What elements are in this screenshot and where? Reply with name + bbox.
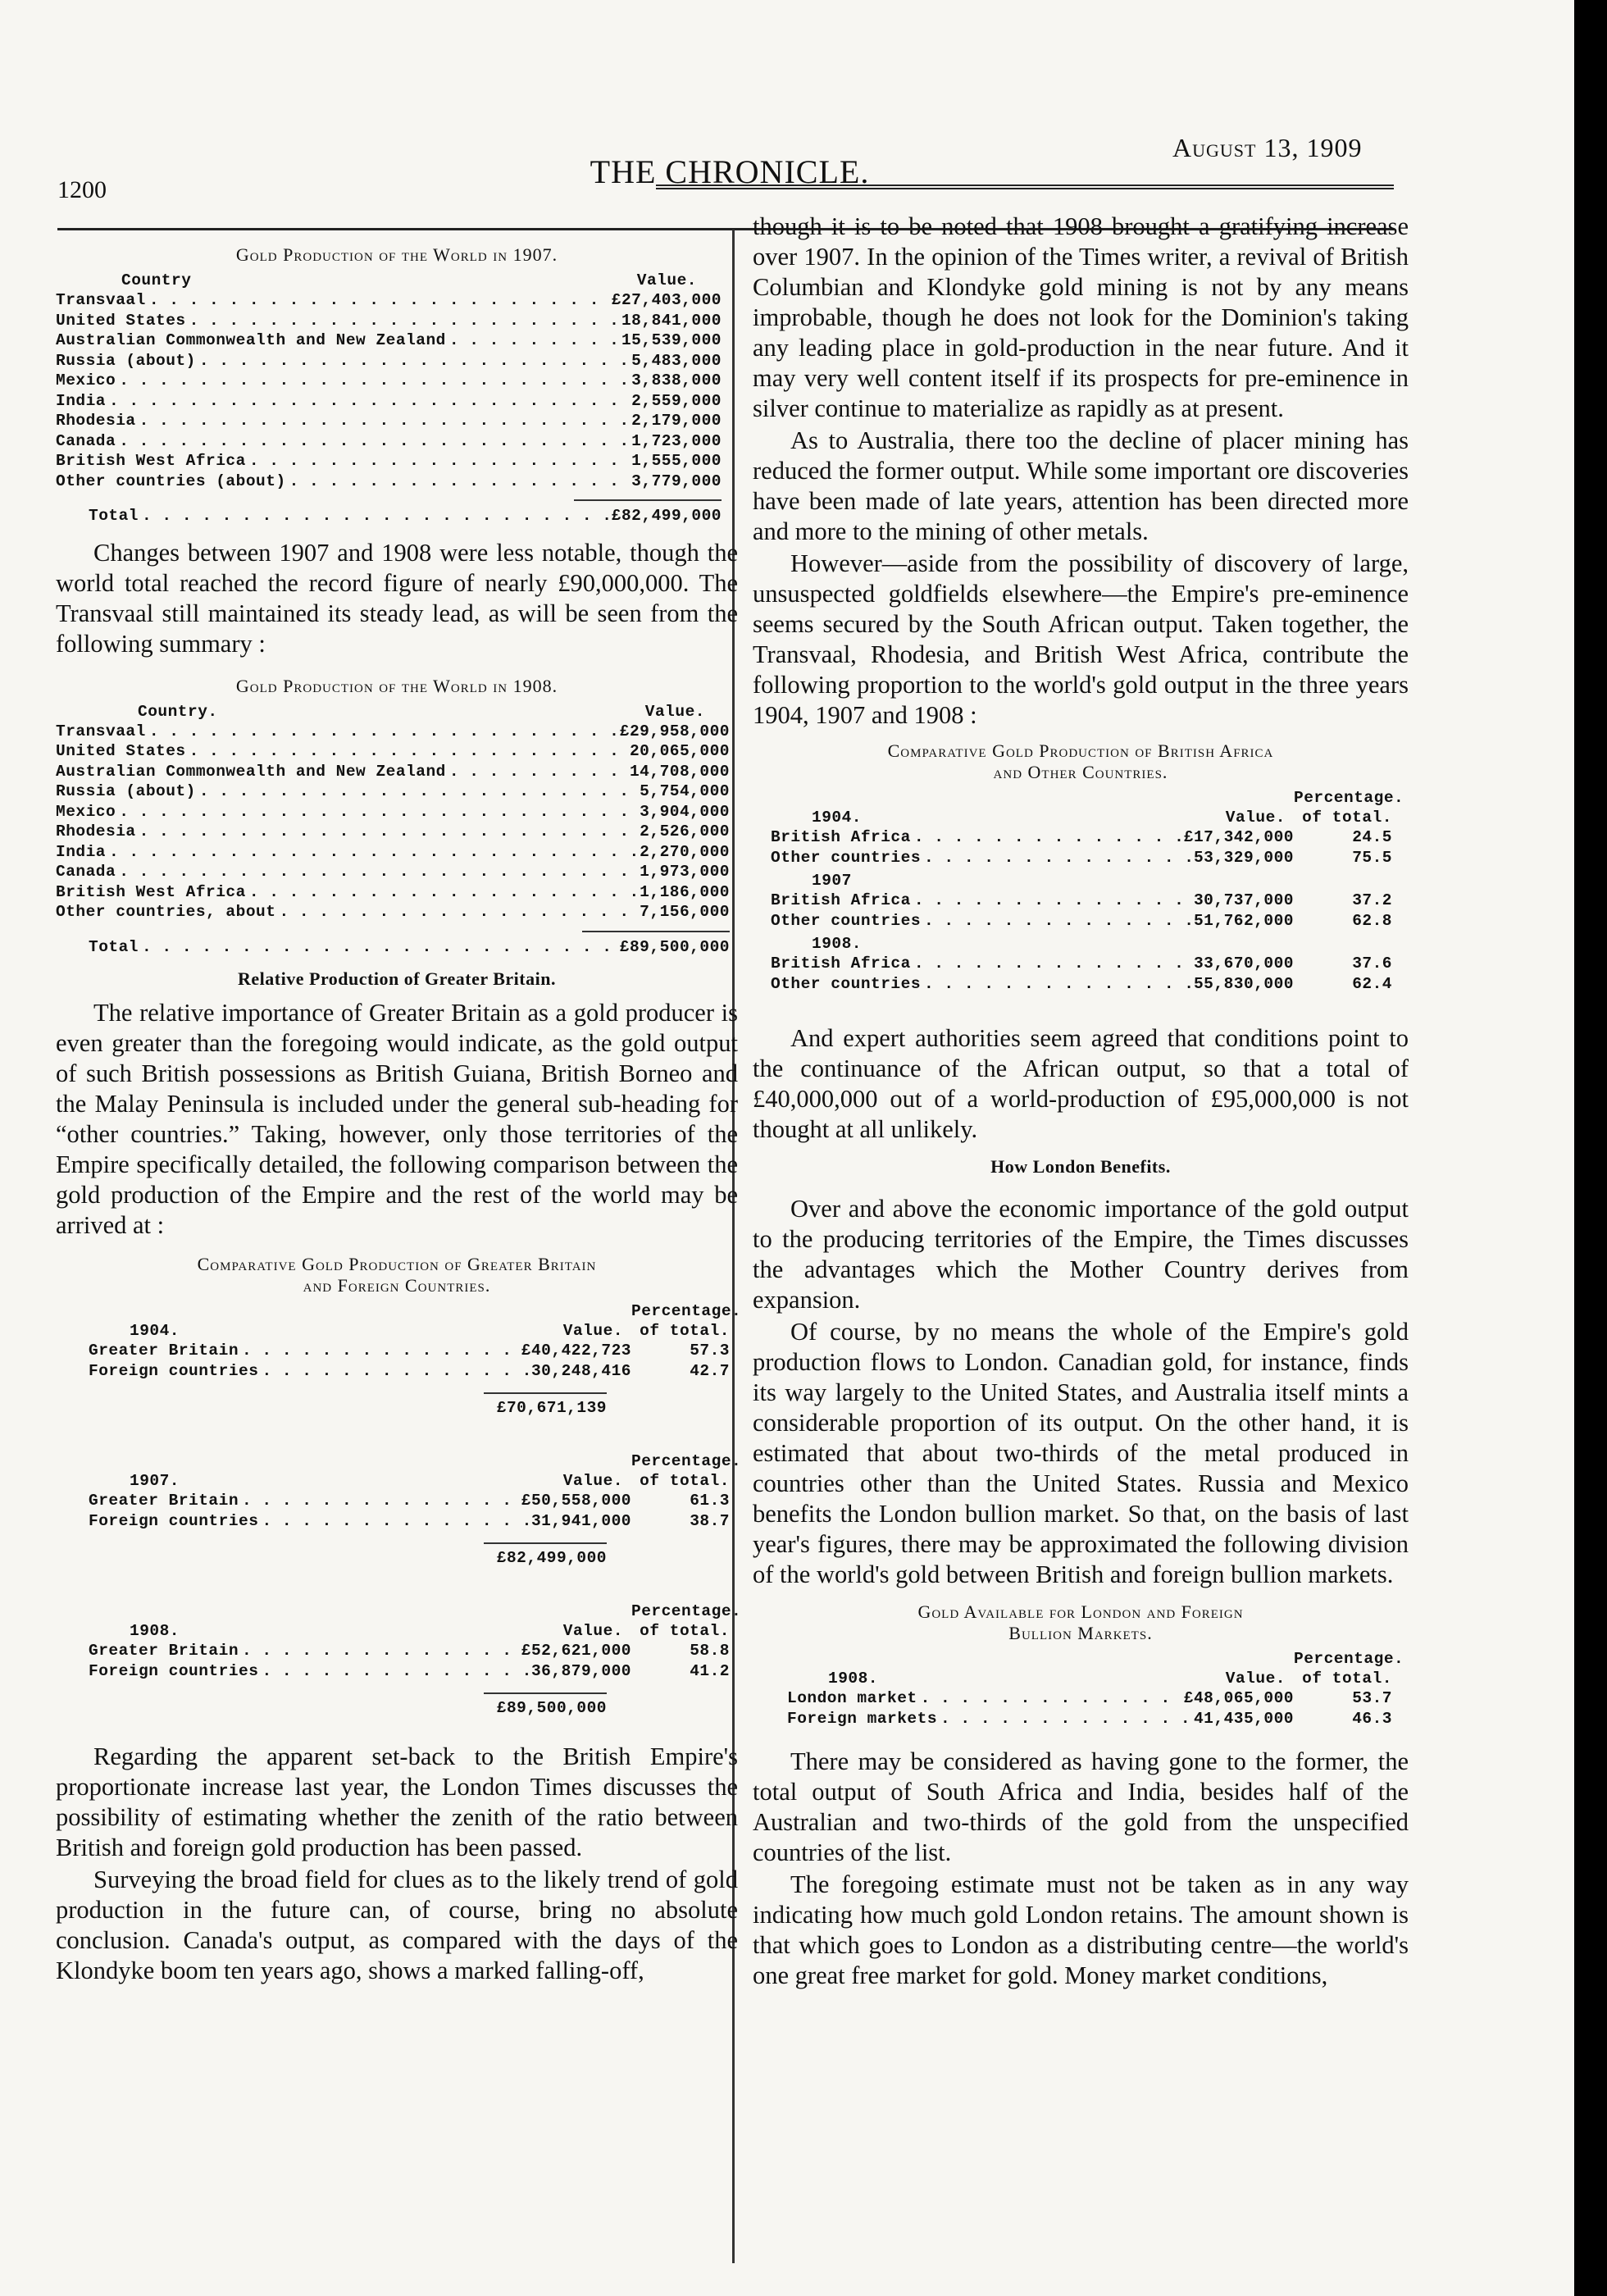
title-line: and Other Countries. (993, 762, 1168, 782)
group-header (771, 871, 1392, 891)
leader-dots (199, 781, 636, 802)
leader-dots (279, 902, 636, 922)
row-value: 36,879,000 (530, 1661, 631, 1680)
table-row (56, 371, 722, 391)
row-value: 31,941,000 (530, 1511, 631, 1530)
row-label: India (56, 842, 107, 861)
leader-dots (924, 848, 1190, 868)
row-value: 3,838,000 (631, 371, 722, 390)
col-percentage-line1: Percentage. (631, 1602, 742, 1620)
table-gb-title (56, 1254, 738, 1296)
row-value: 2,559,000 (631, 391, 722, 410)
year-label: 1904. (130, 1322, 180, 1340)
title-line: Comparative Gold Production of Greater Britain (197, 1254, 597, 1274)
row-label: Rhodesia (56, 822, 136, 840)
table-london (753, 1649, 1409, 1729)
paragraph: There may be considered as having gone to the former, the total output of South Africa and India, besides half of the Australian and two-thirds of the gold from the unspecified countries of the list. (753, 1747, 1409, 1866)
col-percentage-line1: Percentage. (631, 1302, 742, 1320)
col-percentage-line1: Percentage. (1294, 789, 1404, 807)
row-value: £27,403,000 (611, 291, 722, 309)
section-heading: How London Benefits. (990, 1156, 1171, 1177)
col-percentage-line1: Percentage. (1294, 1650, 1404, 1668)
paragraph: Surveying the broad field for clues as to the likely trend of gold production in the future can, of course, bring no absolute conclusion. Canada's output, as compared with the days of the Klondyke boom ten years ago, shows a marked falling-off, (56, 1866, 738, 1984)
row-label: Other countries, about (56, 903, 276, 921)
col-percentage-line2: of total. (640, 1622, 730, 1640)
table-row (771, 954, 1392, 974)
leader-dots (914, 827, 1181, 848)
leader-dots (449, 330, 618, 351)
row-label: Mexico (56, 371, 116, 390)
row-label: United States (56, 742, 186, 760)
year-label: 1904. (812, 809, 863, 827)
row-value: 18,841,000 (621, 311, 722, 330)
total-line (89, 1542, 730, 1567)
total-line (89, 1392, 730, 1417)
leader-dots (189, 311, 618, 331)
year-label: 1907. (130, 1472, 180, 1490)
row-label: British West Africa (56, 882, 246, 901)
row-label: United States (56, 311, 186, 330)
paragraph: Of course, by no means the whole of the Empire's gold production flows to London. Canadian gold, for instance, finds its way largely to the United States, and Australia itself mints a considerable proportion of its output. On the other hand, it is estimated that about two-thirds of the metal produced in countries other than the United States. Russia and Mexico benefits the London bullion market. So that, on the basis of last year's figures, there may be approximated the following division of the world's gold between British and foreign bullion markets. (753, 1318, 1409, 1588)
col-value: Value. (644, 702, 705, 721)
table-row (56, 822, 730, 842)
total-label: Total (89, 937, 139, 956)
year-label: 1908. (130, 1622, 180, 1640)
paragraph: The foregoing estimate must not be taken as in any way indicating how much gold London retains. The amount shown is that which goes to London as a distributing centre—the world's one great free market for gold. Money market conditions, (753, 1870, 1409, 1989)
table-row (771, 848, 1392, 868)
table-row (56, 842, 730, 863)
group-total: £70,671,139 (484, 1392, 607, 1417)
row-label: Greater Britain (89, 1342, 239, 1360)
right-column (753, 212, 1409, 1993)
table-row (771, 911, 1392, 932)
table-row (56, 330, 722, 351)
year-label: 1908. (812, 935, 863, 953)
row-value: 14,708,000 (629, 762, 730, 781)
col-country: Country. (138, 702, 218, 721)
leader-dots (924, 911, 1190, 932)
row-value: 41,435,000 (1193, 1709, 1294, 1728)
table-africa-title (753, 740, 1409, 783)
table-row (56, 472, 722, 492)
col-percentage (631, 1451, 742, 1491)
page-title: THE CHRONICLE. (590, 153, 870, 190)
leader-dots (262, 1361, 528, 1382)
title-line: Comparative Gold Production of British Africa (887, 740, 1274, 761)
row-value: 15,539,000 (621, 331, 722, 349)
group-total: £89,500,000 (484, 1692, 607, 1717)
row-label: British Africa (771, 891, 911, 909)
table-row (56, 431, 722, 452)
paragraph: As to Australia, there too the decline of placer mining has reduced the former output. While some important ore discoveries have been made of late years, attention has been directed more and more to the mining of other metals. (753, 426, 1409, 545)
leader-dots (119, 802, 636, 822)
leader-dots (242, 1341, 518, 1361)
row-label: Greater Britain (89, 1642, 239, 1660)
row-percentage: 75.5 (1352, 848, 1392, 867)
row-value: £17,342,000 (1183, 828, 1294, 846)
row-value: 7,156,000 (640, 903, 730, 921)
row-value: 51,762,000 (1193, 911, 1294, 930)
leader-dots (199, 351, 628, 371)
table-row (56, 862, 730, 882)
row-percentage: 53.7 (1352, 1689, 1392, 1707)
table-row (56, 882, 730, 903)
row-percentage: 37.6 (1352, 954, 1392, 973)
row-value: 5,754,000 (640, 782, 730, 800)
row-value: 53,329,000 (1193, 848, 1294, 867)
row-value: £52,621,000 (521, 1642, 631, 1660)
leader-dots (924, 974, 1190, 995)
paragraph: Changes between 1907 and 1908 were less notable, though the world total reached the record figure of nearly £90,000,000. The Transvaal still maintained its steady lead, as will be seen from the following summary : (56, 538, 738, 658)
row-value: 3,779,000 (631, 472, 722, 490)
year-label: 1908. (828, 1670, 879, 1688)
title-line: Gold Available for London and Foreign (917, 1601, 1244, 1622)
table-row (56, 902, 730, 922)
table-row (787, 1709, 1392, 1729)
row-value: 1,186,000 (640, 882, 730, 901)
table-row (56, 311, 722, 331)
leader-dots (249, 882, 636, 903)
leader-dots (119, 431, 628, 452)
leader-dots (149, 722, 617, 742)
table-1908-title: Gold Production of the World in 1908. (235, 675, 558, 696)
paragraph: The relative importance of Greater Britain as a gold producer is even greater than the foregoing would indicate, as the gold output of such British possessions as British Guiana, British Borneo and the Malay Peninsula is included under the general sub-heading for “other countries.” Taking, however, only those territories of the Empire specifically detailed, the following comparison between the gold production of the Empire and the rest of the world may be arrived at : (56, 999, 738, 1239)
row-percentage: 37.2 (1352, 891, 1392, 909)
row-value: £48,065,000 (1183, 1689, 1294, 1707)
title-line: Bullion Markets. (1008, 1623, 1153, 1643)
left-column (56, 236, 742, 1988)
leader-dots (914, 954, 1190, 974)
table-1907 (56, 271, 738, 526)
row-label: Rhodesia (56, 412, 136, 430)
table-row (56, 351, 722, 371)
leader-dots (119, 862, 636, 882)
leader-dots (940, 1709, 1190, 1729)
table-row (56, 781, 730, 802)
table-row (56, 290, 722, 311)
table-1908 (56, 702, 738, 958)
paragraph: And expert authorities seem agreed that conditions point to the continuance of the African output, so that a total of £40,000,000 out of a world-production of £95,000,000 is not thought at all unlikely. (753, 1024, 1409, 1143)
col-percentage-line1: Percentage. (631, 1452, 742, 1470)
leader-dots (449, 762, 626, 782)
row-value: 2,179,000 (631, 412, 722, 430)
group-total: £82,499,000 (484, 1542, 607, 1567)
table-row (771, 827, 1392, 848)
total-value: £89,500,000 (619, 937, 730, 956)
row-value: 55,830,000 (1193, 974, 1294, 993)
row-percentage: 24.5 (1352, 828, 1392, 846)
paragraph: Regarding the apparent set-back to the British Empire's proportionate increase last year, the London Times discusses the possibility of estimating whether the zenith of the ratio between British and foreign gold production has been passed. (56, 1742, 738, 1861)
table-row (89, 1491, 730, 1511)
row-value: 2,270,000 (640, 842, 730, 861)
row-value: 5,483,000 (631, 351, 722, 370)
paragraph: However—aside from the possibility of discovery of large, unsuspected goldfields elsewhere—the Empire's pre-eminence seems secured by the South African output. Taken together, the Transvaal, Rhodesia, and British West Africa, contribute the following proportion to the world's gold output in the three years 1904, 1907 and 1908 : (753, 549, 1409, 729)
leader-dots (914, 891, 1190, 911)
row-label: Greater Britain (89, 1492, 239, 1510)
row-value: 20,065,000 (629, 742, 730, 760)
row-value: 1,973,000 (640, 863, 730, 881)
leader-dots (109, 842, 636, 863)
row-label: London market (787, 1689, 917, 1707)
col-percentage (1294, 1649, 1404, 1688)
total-label: Total (89, 507, 139, 525)
leader-dots (262, 1511, 528, 1532)
table-row (89, 1511, 730, 1532)
row-label: Foreign markets (787, 1709, 938, 1728)
col-percentage (631, 1301, 742, 1341)
col-percentage-line2: of total. (640, 1472, 730, 1490)
col-percentage (631, 1601, 742, 1641)
page-date: August 13, 1909 (1172, 133, 1363, 162)
col-percentage-line2: of total. (1302, 1670, 1392, 1688)
row-label: Foreign countries (89, 1511, 259, 1530)
row-value: 30,248,416 (530, 1361, 631, 1380)
table-row (56, 722, 730, 742)
table-london-title (753, 1601, 1409, 1644)
leader-dots (249, 451, 628, 472)
row-label: Russia (about) (56, 782, 196, 800)
table-row (89, 1361, 730, 1382)
row-label: India (56, 391, 107, 410)
row-value: 30,737,000 (1193, 891, 1294, 909)
page-number: 1200 (57, 176, 107, 203)
row-label: Russia (about) (56, 351, 196, 370)
table-row (56, 391, 722, 412)
paragraph: though it is to be noted that 1908 brought a gratifying increase over 1907. In the opinion of the Times writer, a revival of British Columbian and Klondyke gold mining is not by any means improbable, though he does not look for the Dominion's taking any leading place in gold-production in the near future. And it may very well content itself if its prospects for pre-eminence in silver continue to materialize as rapidly as at present. (753, 212, 1409, 422)
row-label: Other countries (about) (56, 472, 286, 490)
row-label: Foreign countries (89, 1661, 259, 1680)
leader-dots (289, 472, 629, 492)
row-label: Australian Commonwealth and New Zealand (56, 762, 446, 781)
year-label: 1907 (812, 872, 852, 890)
table-1907-title: Gold Production of the World in 1907. (235, 244, 558, 265)
row-percentage: 57.3 (690, 1342, 730, 1360)
table-greater-britain (56, 1301, 742, 1717)
row-label: Foreign countries (89, 1361, 259, 1380)
leader-dots (242, 1641, 518, 1661)
table-row (787, 1688, 1392, 1709)
paragraph: Over and above the economic importance of the gold output to the producing territories of the Empire, the Times discusses the advantages which the Mother Country derives from expansion. (753, 1195, 1409, 1314)
col-value: Value. (1225, 809, 1286, 827)
group-header (89, 1601, 742, 1641)
row-percentage: 38.7 (690, 1511, 730, 1530)
row-label: Other countries (771, 911, 922, 930)
col-percentage-line2: of total. (1302, 809, 1392, 827)
group-header (89, 1301, 742, 1341)
row-percentage: 42.7 (690, 1361, 730, 1380)
row-label: British Africa (771, 828, 911, 846)
group-header (89, 1451, 742, 1491)
table-row (771, 974, 1392, 995)
table-row (56, 411, 722, 431)
row-label: British West Africa (56, 452, 246, 470)
col-percentage (1294, 788, 1404, 827)
row-label: Canada (56, 863, 116, 881)
total-line (89, 1692, 730, 1717)
leader-dots (242, 1491, 518, 1511)
title-line: and Foreign Countries. (303, 1275, 491, 1296)
table-row (89, 1641, 730, 1661)
row-label: Transvaal (56, 722, 146, 740)
row-percentage: 41.2 (690, 1661, 730, 1680)
row-label: Other countries (771, 848, 922, 867)
table-row (89, 1341, 730, 1361)
leader-dots (119, 371, 628, 391)
table-row (56, 451, 722, 472)
row-value: 2,526,000 (640, 822, 730, 840)
table-british-africa (753, 788, 1409, 994)
row-percentage: 46.3 (1352, 1709, 1392, 1728)
section-heading: Relative Production of Greater Britain. (238, 968, 556, 989)
row-value: 3,904,000 (640, 802, 730, 821)
row-label: Canada (56, 431, 116, 450)
col-value: Value. (636, 271, 697, 289)
col-value: Value. (562, 1622, 623, 1640)
leader-dots (189, 741, 626, 762)
row-value: 1,723,000 (631, 431, 722, 450)
row-label: Transvaal (56, 291, 146, 309)
row-percentage: 62.8 (1352, 911, 1392, 930)
leader-dots (139, 411, 629, 431)
row-percentage: 61.3 (690, 1492, 730, 1510)
row-percentage: 62.4 (1352, 974, 1392, 993)
table-row (56, 802, 730, 822)
row-value: £50,558,000 (521, 1492, 631, 1510)
table-row (56, 741, 730, 762)
row-label: British Africa (771, 954, 911, 973)
table-row (56, 762, 730, 782)
col-percentage-line2: of total. (640, 1322, 730, 1340)
leader-dots (139, 822, 637, 842)
row-label: Mexico (56, 802, 116, 821)
table-row (771, 891, 1392, 911)
header-double-rule (656, 184, 1394, 189)
col-value: Value. (562, 1322, 623, 1340)
col-country: Country (121, 271, 192, 289)
row-label: Other countries (771, 974, 922, 993)
row-value: £29,958,000 (619, 722, 730, 740)
table-row (89, 1661, 730, 1682)
leader-dots (149, 290, 608, 311)
row-percentage: 58.8 (690, 1642, 730, 1660)
group-header (771, 788, 1404, 827)
leader-dots (921, 1688, 1181, 1709)
leader-dots (262, 1661, 528, 1682)
col-value: Value. (1225, 1670, 1286, 1688)
group-header (771, 934, 1392, 954)
leader-dots (109, 391, 628, 412)
row-value: 33,670,000 (1193, 954, 1294, 973)
col-value: Value. (562, 1472, 623, 1490)
row-value: £40,422,723 (521, 1342, 631, 1360)
row-label: Australian Commonwealth and New Zealand (56, 331, 446, 349)
row-value: 1,555,000 (631, 452, 722, 470)
total-value: £82,499,000 (611, 507, 722, 525)
